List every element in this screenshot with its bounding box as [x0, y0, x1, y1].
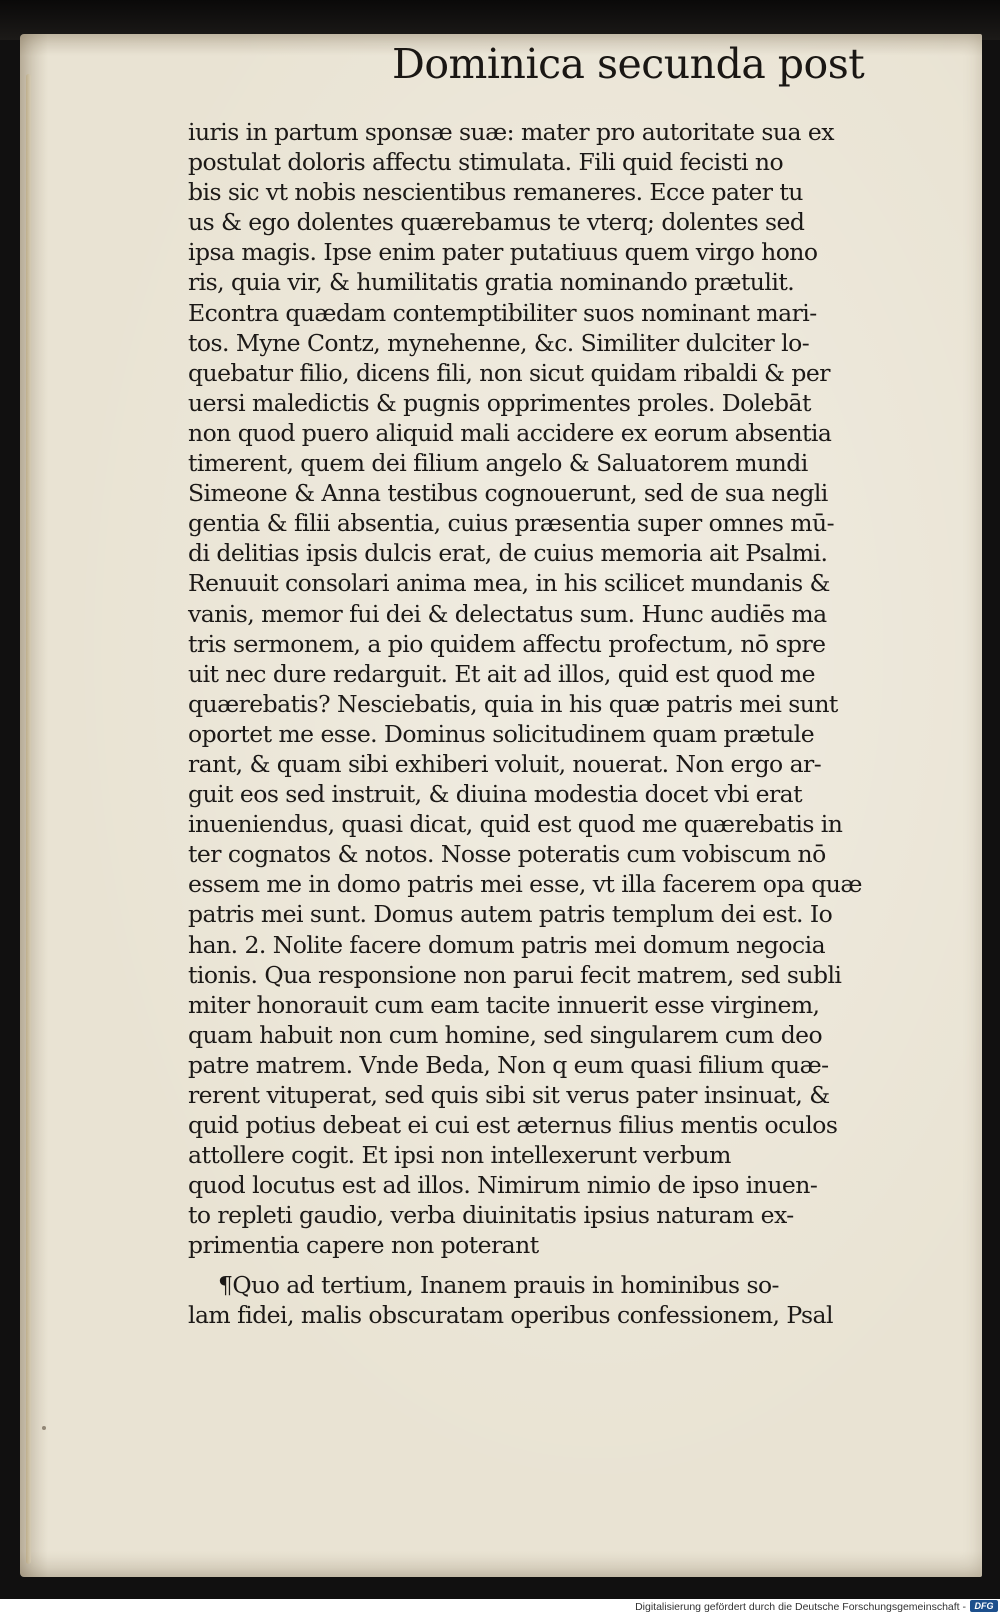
text-line: quam habuit non cum homine, sed singularem cum deo [188, 1020, 823, 1049]
text-line: ris, quia vir, & humilitatis gratia nominando prætulit. [188, 268, 795, 297]
text-line: miter honorauit cum eam tacite innuerit esse virginem, [188, 990, 820, 1019]
ink-speck [42, 1426, 46, 1430]
text-line: timerent, quem dei filium angelo & Saluatorem mundi [188, 449, 808, 478]
text-line: uit nec dure redarguit. Et ait ad illos, quid est quod me [188, 659, 816, 688]
text-line: gentia & filii absentia, cuius præsentia super omnes mū- [188, 509, 835, 538]
text-line: non quod puero aliquid mali accidere ex eorum absentia [188, 418, 832, 447]
text-line: oportet me esse. Dominus solicitudinem quam prætule [188, 719, 815, 748]
text-line: attollere cogit. Et ipsi non intellexerunt verbum [188, 1141, 731, 1170]
text-line: quebatur filio, dicens fili, non sicut quidam ribaldi & per [188, 358, 830, 387]
text-line: han. 2. Nolite facere domum patris mei domum negocia [188, 930, 826, 959]
text-line: quod locutus est ad illos. Nimirum nimio de ipso inuen- [188, 1171, 818, 1200]
text-line: rant, & quam sibi exhiberi voluit, nouerat. Non ergo ar- [188, 749, 822, 778]
text-line: guit eos sed instruit, & diuina modestia docet vbi erat [188, 780, 803, 809]
dfg-logo-icon: DFG [970, 1600, 998, 1612]
text-line: tris sermonem, a pio quidem affectu profectum, nō spre [188, 629, 826, 658]
text-line: iuris in partum sponsæ suæ: mater pro autoritate sua ex [188, 118, 834, 146]
text-line: tionis. Qua responsione non parui fecit matrem, sed subli [188, 960, 842, 989]
page-body-text [188, 117, 888, 1330]
text-line: inueniendus, quasi dicat, quid est quod me quærebatis in [188, 810, 843, 839]
text-line: lam fidei, malis obscuratam operibus confessionem, Psal [188, 1300, 833, 1329]
text-line: tos. Myne Contz, mynehenne, &c. Similiter dulciter lo- [188, 328, 810, 357]
text-line: postulat doloris affectu stimulata. Fili quid fecisti no [188, 148, 784, 177]
text-line: ¶Quo ad tertium, Inanem prauis in hominibus so- [218, 1270, 779, 1299]
text-line: Simeone & Anna testibus cognouerunt, sed de sua negli [188, 479, 828, 508]
text-line: us & ego dolentes quærebamus te vterq; dolentes sed [188, 208, 805, 237]
text-line: to repleti gaudio, verba diuinitatis ipsius naturam ex- [188, 1201, 794, 1230]
text-line: uersi maledictis & pugnis opprimentes proles. Dolebāt [188, 388, 811, 417]
funding-credit: Digitalisierung gefördert durch die Deutsche Forschungsgemeinschaft - [635, 1601, 966, 1613]
text-line: primentia capere non poterant [188, 1231, 539, 1260]
text-line: di delitias ipsis dulcis erat, de cuius memoria ait Psalmi. [188, 539, 828, 568]
text-line: vanis, memor fui dei & delectatus sum. Hunc audiēs ma [188, 599, 827, 628]
text-line: quærebatis? Nesciebatis, quia in his quæ patris mei sunt [188, 689, 838, 718]
text-line: ipsa magis. Ipse enim pater putatiuus quem virgo hono [188, 238, 818, 267]
text-line: Econtra quædam contemptibiliter suos nominant mari- [188, 298, 817, 327]
text-line: patre matrem. Vnde Beda, Non q eum quasi filium quæ- [188, 1050, 829, 1079]
text-line: bis sic vt nobis nescientibus remaneres. Ecce pater tu [188, 178, 803, 207]
page-spine-edge [26, 74, 31, 1564]
paragraph-gap [188, 1261, 888, 1270]
text-line: patris mei sunt. Domus autem patris templum dei est. Io [188, 900, 833, 929]
text-line: ter cognatos & notos. Nosse poteratis cum vobiscum nō [188, 840, 826, 869]
running-head: Dominica secunda post [392, 40, 865, 88]
text-line: quid potius debeat ei cui est æternus filius mentis oculos [188, 1111, 838, 1140]
text-line: Renuuit consolari anima mea, in his scilicet mundanis & [188, 569, 830, 598]
text-line: essem me in domo patris mei esse, vt illa facerem opa quæ [188, 870, 862, 899]
text-line: rerent vituperat, sed quis sibi sit verus pater insinuat, & [188, 1081, 830, 1109]
